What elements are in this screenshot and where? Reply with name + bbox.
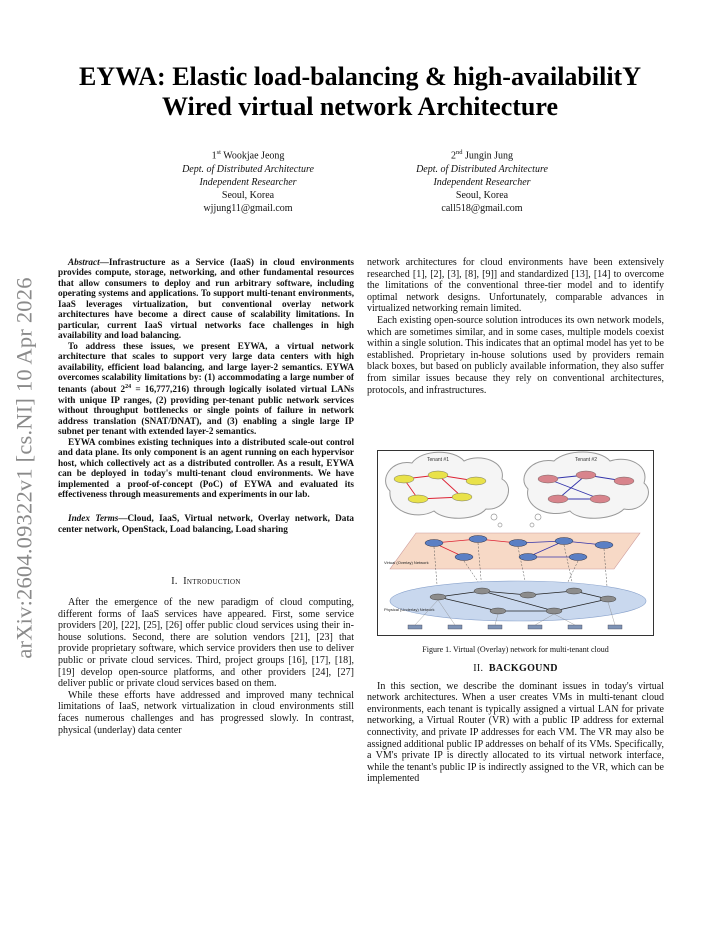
section-heading-introduction: I. Introduction: [171, 576, 241, 588]
body-paragraph: While these efforts have addressed and improved many technical limitations of IaaS, network virtualization in cloud environments still faces numerous challenges and has progressed slowly. In contrast, physical (underlay) data center: [58, 689, 354, 736]
abstract: [58, 257, 354, 499]
left-column: [58, 257, 354, 736]
body-paragraph: network architectures for cloud environments have been extensively researched [1], [2], [3], [8], [9]] and standardized [13], [14] to overcome the limitations of the conventional three-tier model and to identify optimal network designs. Unfortunately, comparable advances in virtualized networking remain limited.: [367, 257, 664, 315]
author-name: 1st Wookjae Jeong: [211, 149, 285, 162]
thought-bubbles: [491, 514, 541, 527]
title-segment: ired virtual network: [187, 92, 418, 121]
title-segment: W: [162, 92, 188, 121]
index-terms: Index Terms—Cloud, IaaS, Virtual network, Overlay network, Data center network, OpenStack, Load balancing, Load sharing: [58, 513, 354, 534]
physical-network-label: Physical (Underlay) Network: [384, 607, 435, 612]
figure-1-caption: Figure 1. Virtual (Overlay) network for multi-tenant cloud: [422, 645, 609, 654]
body-paragraph: In this section, we describe the dominant issues in today's virtual network architectures. When a user creates VMs in multi-tenant cloud environments, each tenant is typically assigned a virtual LAN for private networking, a Virtual Router (VR) with a public IP address for external connectivity, and private IP addresses for each VM. The VR may also be assigned additional public IP addresses on behalf of its VMs. Specifically, a VM's private IP is directly allocated to its virtual network interface, while the tenant's public IP is indirectly assigned to the VR, which can be implemented: [367, 680, 664, 785]
body-paragraph: After the emergence of the new paradigm of cloud computing, different forms of IaaS services have appeared. First, some service providers [20], [22], [25], [26] offer public cloud services using their in-house solutions. Second, there are solution vendors [21], [23] that provide proprietary software, which service providers then use to deliver public or private cloud services. Third, project groups [16], [17], [18], [19] develop open-source platforms, and other providers [24], [27] deliver public or private cloud services based on them.: [58, 596, 354, 690]
title-segment: :: [157, 62, 173, 91]
section-heading-background: II. BACKGOUND: [473, 663, 558, 674]
right-column: [367, 257, 664, 396]
host-servers: [408, 625, 622, 629]
author-email: call518@gmail.com: [441, 203, 523, 215]
title-line-2: [40, 92, 680, 122]
author-role: Independent Researcher: [199, 176, 297, 188]
author-department: Dept. of Distributed Architecture: [182, 163, 314, 175]
author-name: 2nd Jungin Jung: [450, 149, 514, 162]
paper-title: [40, 62, 680, 122]
abstract-paragraph: EYWA combines existing techniques into a distributed scale-out control and data plane. Its only component is an agent running on each hypervisor host, which collectively act as a distributed controller. As a result, EYWA can be deployed in today's multi-tenant cloud environments. We have implemented a proof-of-concept (PoC) of EYWA and evaluated its effectiveness through measurements and experiments in our lab.: [58, 436, 354, 500]
tenant-2-label: Tenant #2: [575, 457, 597, 463]
body-paragraph: Each existing open-source solution introduces its own network models, which are sometimes similar, and in some cases, multiple models coexist within a single solution. This indicates that an optimal model has yet to be established. Proprietary in-house solutions used by providers remain black boxes, but based on publicly available information, they also suffer from similar issues because they rely on conventional architectures, protocols, and infrastructures.: [367, 314, 664, 396]
title-segment: Y: [622, 62, 641, 91]
author-block-2: [372, 146, 592, 215]
abstract-paragraph: Abstract—Infrastructure as a Service (IaaS) in cloud environments provides compute, storage, networking, and other fundamental resources that allow consumers to deploy and run arbitrary software, including operating systems and applications. To support multi-tenant environments, IaaS leverages virtualization, but conventional overlay network architectures have become a direct cause of scalability limitations. In particular, current IaaS virtual networks face challenges in high availability and load balancing.: [58, 257, 354, 341]
title-segment: EYWA: [79, 62, 158, 91]
abstract-paragraph: To address these issues, we present EYWA, a virtual network architecture that scales to support very large data centers with high availability, efficient load balancing, and large layer-2 semantics. EYWA overcomes scalability limitations by: (1) accommodating a large number of tenants (about $2^{24} = 16,777,216$) through logically isolated virtual LANs with unique IP ranges, (2) providing per-tenant public network services without throughput bottlenecks or single points of failure in network address translation (SNAT/DNAT), and (3) enabling a single large IP subnet per tenant with extended layer-2 semantics.: [58, 340, 354, 437]
title-line-1: [40, 62, 680, 92]
arxiv-identifier: arXiv:2604.09322v1 [cs.NI] 10 Apr 2026: [12, 277, 37, 659]
virtual-network-label: Virtual (Overlay) Network: [384, 560, 429, 565]
author-email: wjjung11@gmail.com: [203, 203, 293, 215]
title-segment: rchitecture: [436, 92, 558, 121]
title-segment: A: [417, 92, 437, 121]
tenant-1-label: Tenant #1: [427, 457, 449, 463]
background-section: [367, 663, 664, 785]
author-department: Dept. of Distributed Architecture: [416, 163, 548, 175]
title-segment: E: [172, 62, 190, 91]
figure-1: [377, 450, 654, 636]
network-diagram: [378, 451, 654, 636]
title-segment: lastic load-balancing & high-availabilit: [189, 62, 623, 91]
author-role: Independent Researcher: [433, 176, 531, 188]
author-block-1: [138, 146, 358, 215]
author-location: Seoul, Korea: [221, 189, 275, 201]
author-location: Seoul, Korea: [455, 189, 509, 201]
